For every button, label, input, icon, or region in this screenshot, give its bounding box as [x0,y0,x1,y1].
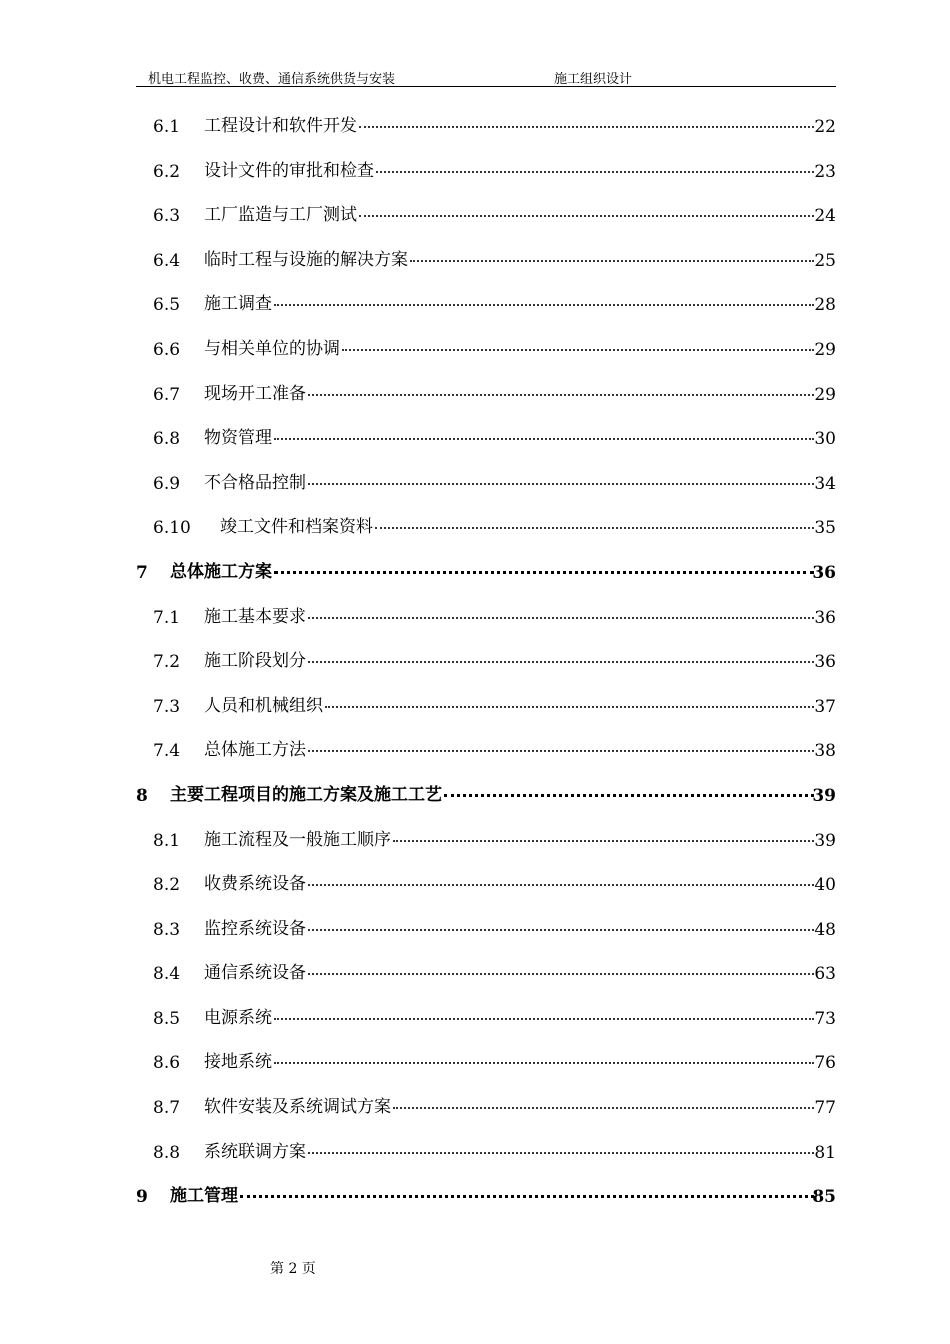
toc-dot-leader [359,215,814,217]
toc-dot-leader [375,527,814,529]
toc-entry[interactable] [136,198,836,243]
toc-entry-title: 竣工文件和档案资料 [220,517,373,538]
toc-entry-title: 与相关单位的协调 [204,338,340,359]
table-of-contents [136,109,836,1224]
toc-entry[interactable] [136,510,836,555]
toc-entry-title: 物资管理 [204,428,272,449]
toc-entry-page: 29 [814,384,836,405]
toc-dot-leader [342,349,814,351]
toc-dot-leader [444,794,814,797]
toc-dot-leader [308,973,814,975]
toc-entry-number: 8.8 [153,1142,181,1163]
toc-entry[interactable] [136,1001,836,1046]
toc-entry[interactable] [136,778,836,823]
toc-dot-leader [308,483,814,485]
toc-entry-title: 电源系统 [204,1007,272,1028]
toc-entry-title: 收费系统设备 [204,874,306,895]
toc-entry-number: 8.3 [153,919,181,940]
toc-entry-number: 7.2 [153,652,181,673]
toc-entry-number: 8.7 [153,1098,181,1119]
toc-entry-page: 36 [812,562,836,583]
toc-entry-page: 73 [814,1008,836,1029]
toc-entry-number: 7 [136,562,148,583]
toc-entry-page: 23 [814,161,836,182]
toc-dot-leader [274,571,814,574]
toc-dot-leader [274,1018,814,1020]
toc-entry-title: 软件安装及系统调试方案 [204,1097,391,1118]
toc-entry-title: 总体施工方法 [204,740,306,761]
toc-entry-page: 38 [814,741,836,762]
page-header [136,66,836,87]
toc-entry-title: 系统联调方案 [204,1141,306,1162]
toc-entry-title: 施工基本要求 [204,606,306,627]
toc-entry-title: 监控系统设备 [204,918,306,939]
toc-entry[interactable] [136,956,836,1001]
toc-entry[interactable] [136,644,836,689]
toc-entry-number: 8.4 [153,964,181,985]
toc-entry-number: 8 [136,785,148,806]
toc-entry[interactable] [136,154,836,199]
toc-dot-leader [410,260,814,262]
toc-entry[interactable] [136,287,836,332]
toc-entry-number: 7.4 [153,741,181,762]
toc-entry[interactable] [136,733,836,778]
toc-dot-leader [240,1195,814,1198]
toc-entry[interactable] [136,109,836,154]
toc-dot-leader [393,1107,814,1109]
toc-dot-leader [308,661,814,663]
toc-entry-number: 6.3 [153,206,181,227]
toc-entry[interactable] [136,1179,836,1224]
toc-entry-page: 36 [814,652,836,673]
header-document-title: 机电工程监控、收费、通信系统供货与安装 [148,72,396,87]
toc-entry-page: 76 [814,1053,836,1074]
toc-entry[interactable] [136,1045,836,1090]
toc-entry[interactable] [136,912,836,957]
toc-entry-page: 48 [814,919,836,940]
toc-entry-title: 工厂监造与工厂测试 [204,205,357,226]
toc-entry[interactable] [136,867,836,912]
toc-entry-number: 8.1 [153,830,181,851]
toc-entry-page: 25 [814,250,836,271]
toc-entry[interactable] [136,421,836,466]
toc-dot-leader [376,171,814,173]
toc-entry-page: 81 [814,1142,836,1163]
toc-entry-page: 34 [814,473,836,494]
toc-entry[interactable] [136,1090,836,1135]
toc-entry-title: 通信系统设备 [204,963,306,984]
toc-entry[interactable] [136,1135,836,1180]
toc-entry-number: 6.5 [153,295,181,316]
header-section-title: 施工组织设计 [554,72,633,87]
toc-dot-leader [308,929,814,931]
toc-entry-page: 22 [814,117,836,137]
toc-entry-page: 28 [814,295,836,316]
toc-entry-title: 主要工程项目的施工方案及施工工艺 [170,784,442,805]
toc-entry[interactable] [136,555,836,600]
toc-entry-page: 29 [814,339,836,360]
toc-dot-leader [274,304,814,306]
toc-entry-page: 77 [814,1098,836,1119]
toc-entry-number: 8.6 [153,1053,181,1074]
toc-entry[interactable] [136,823,836,868]
toc-entry[interactable] [136,243,836,288]
toc-entry[interactable] [136,689,836,734]
toc-entry-title: 现场开工准备 [204,383,306,404]
toc-entry-number: 7.1 [153,607,181,628]
toc-entry[interactable] [136,466,836,511]
toc-entry[interactable] [136,377,836,422]
toc-entry-number: 6.2 [153,161,181,182]
toc-entry-title: 施工流程及一般施工顺序 [204,829,391,850]
toc-entry-number: 6.6 [153,339,181,360]
toc-entry-title: 临时工程与设施的解决方案 [204,249,408,270]
toc-entry-page: 36 [814,607,836,628]
toc-entry-page: 30 [814,429,836,450]
toc-dot-leader [274,438,814,440]
toc-entry-page: 39 [814,830,836,851]
toc-entry-title: 接地系统 [204,1052,272,1073]
toc-entry[interactable] [136,600,836,645]
toc-entry-number: 6.4 [153,250,181,271]
toc-entry-page: 85 [812,1187,836,1208]
toc-entry-title: 人员和机械组织 [204,695,323,716]
toc-dot-leader [308,750,814,752]
toc-entry-title: 设计文件的审批和检查 [204,160,374,181]
toc-entry-title: 施工管理 [170,1186,238,1207]
toc-dot-leader [308,1152,814,1154]
toc-entry-page: 63 [814,964,836,985]
toc-entry-title: 工程设计和软件开发 [204,116,357,136]
toc-entry-page: 37 [814,696,836,717]
toc-entry[interactable] [136,332,836,377]
toc-entry-number: 6.1 [153,117,181,137]
toc-dot-leader [325,706,814,708]
toc-entry-number: 6.7 [153,384,181,405]
toc-entry-page: 39 [812,785,836,806]
toc-entry-number: 8.2 [153,875,181,896]
toc-entry-number: 6.9 [153,473,181,494]
toc-entry-title: 施工调查 [204,294,272,315]
toc-entry-title: 总体施工方案 [170,561,272,582]
toc-entry-title: 施工阶段划分 [204,651,306,672]
toc-dot-leader [359,126,814,128]
page-number: 第 2 页 [270,1261,316,1277]
toc-entry-page: 40 [814,875,836,896]
toc-entry-page: 35 [814,518,836,539]
toc-entry-number: 6.10 [153,518,191,539]
toc-entry-title: 不合格品控制 [204,472,306,493]
toc-dot-leader [308,617,814,619]
toc-entry-number: 7.3 [153,696,181,717]
toc-dot-leader [393,840,814,842]
toc-dot-leader [274,1062,814,1064]
toc-entry-number: 8.5 [153,1008,181,1029]
toc-entry-page: 24 [814,206,836,227]
toc-dot-leader [308,394,814,396]
toc-entry-number: 6.8 [153,429,181,450]
toc-dot-leader [308,884,814,886]
toc-entry-number: 9 [136,1187,148,1208]
